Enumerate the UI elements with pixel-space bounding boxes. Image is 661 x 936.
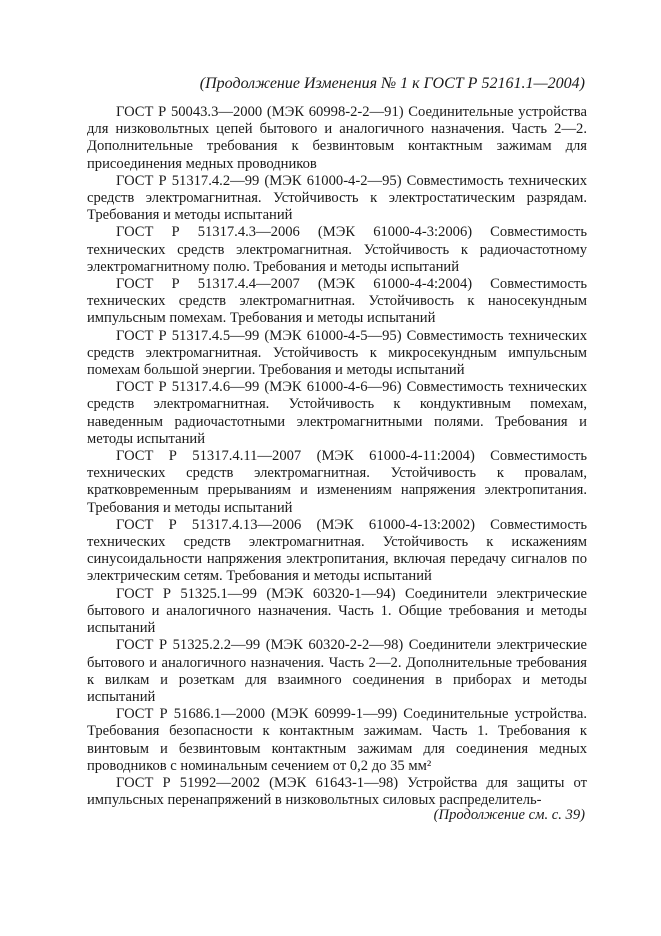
standard-entry-gost-51317-4-5: ГОСТ Р 51317.4.5—99 (МЭК 61000-4-5—95) Совместимость технических средств электромагнитная. Устойчивость к микросекундным импульсным помехам большой энергии. Требования и методы испытаний bbox=[87, 327, 587, 379]
standard-entry-gost-51992: ГОСТ Р 51992—2002 (МЭК 61643-1—98) Устройства для защиты от импульсных перенапряжений в низковольтных силовых распределитель- bbox=[87, 774, 587, 809]
continuation-footer: (Продолжение см. с. 39) bbox=[433, 807, 585, 823]
standard-entry-gost-51325-1: ГОСТ Р 51325.1—99 (МЭК 60320-1—94) Соединители электрические бытового и аналогичного назначения. Часть 1. Общие требования и методы испытаний bbox=[87, 585, 587, 637]
standards-list bbox=[87, 104, 587, 809]
standard-entry-gost-51317-4-2: ГОСТ Р 51317.4.2—99 (МЭК 61000-4-2—95) Совместимость технических средств электромагнитная. Устойчивость к электростатическим разрядам. Требования и методы испытаний bbox=[87, 172, 587, 224]
standard-entry-gost-50043-3: ГОСТ Р 50043.3—2000 (МЭК 60998-2-2—91) Соединительные устройства для низковольтных цепей бытового и аналогичного назначения. Часть 2—2. Дополнительные требования к безвинтовым контактным зажимам для присоединения медных проводников bbox=[87, 104, 587, 172]
continuation-header: (Продолжение Изменения № 1 к ГОСТ Р 52161.1—2004) bbox=[199, 75, 585, 92]
standard-entry-gost-51317-4-4: ГОСТ Р 51317.4.4—2007 (МЭК 61000-4-4:2004) Совместимость технических средств электромагнитная. Устойчивость к наносекундным импульсным помехам. Требования и методы испытаний bbox=[87, 276, 587, 327]
standard-entry-gost-51317-4-6: ГОСТ Р 51317.4.6—99 (МЭК 61000-4-6—96) Совместимость технических средств электромагнитная. Устойчивость к кондуктивным помехам, наведенным радиочастотными электромагнитными полями. Требования и методы испытаний bbox=[87, 379, 587, 447]
standard-entry-gost-51686-1: ГОСТ Р 51686.1—2000 (МЭК 60999-1—99) Соединительные устройства. Требования безопасности к контактным зажимам. Часть 1. Требования к винтовым и безвинтовым контактным зажимам для соединения медных проводников с номинальным сечением от 0,2 до 35 мм² bbox=[87, 706, 587, 774]
standard-entry-gost-51317-4-3: ГОСТ Р 51317.4.3—2006 (МЭК 61000-4-3:2006) Совместимость технических средств электромагнитная. Устойчивость к радиочастотному электромагнитному полю. Требования и методы испытаний bbox=[87, 224, 587, 275]
standard-entry-gost-51317-4-13: ГОСТ Р 51317.4.13—2006 (МЭК 61000-4-13:2002) Совместимость технических средств электромагнитная. Устойчивость к искажениям синусоидальности напряжения электропитания, включая передачу сигналов по электрическим сетям. Требования и методы испытаний bbox=[87, 516, 587, 585]
standard-entry-gost-51317-4-11: ГОСТ Р 51317.4.11—2007 (МЭК 61000-4-11:2004) Совместимость технических средств электромагнитная. Устойчивость к провалам, кратковременным прерываниям и изменениям напряжения электропитания. Требования и методы испытаний bbox=[87, 448, 587, 516]
standard-entry-gost-51325-2-2: ГОСТ Р 51325.2.2—99 (МЭК 60320-2-2—98) Соединители электрические бытового и аналогичного назначения. Часть 2—2. Дополнительные требования к вилкам и розеткам для взаимного соединения в приборах и методы испытаний bbox=[87, 637, 587, 705]
